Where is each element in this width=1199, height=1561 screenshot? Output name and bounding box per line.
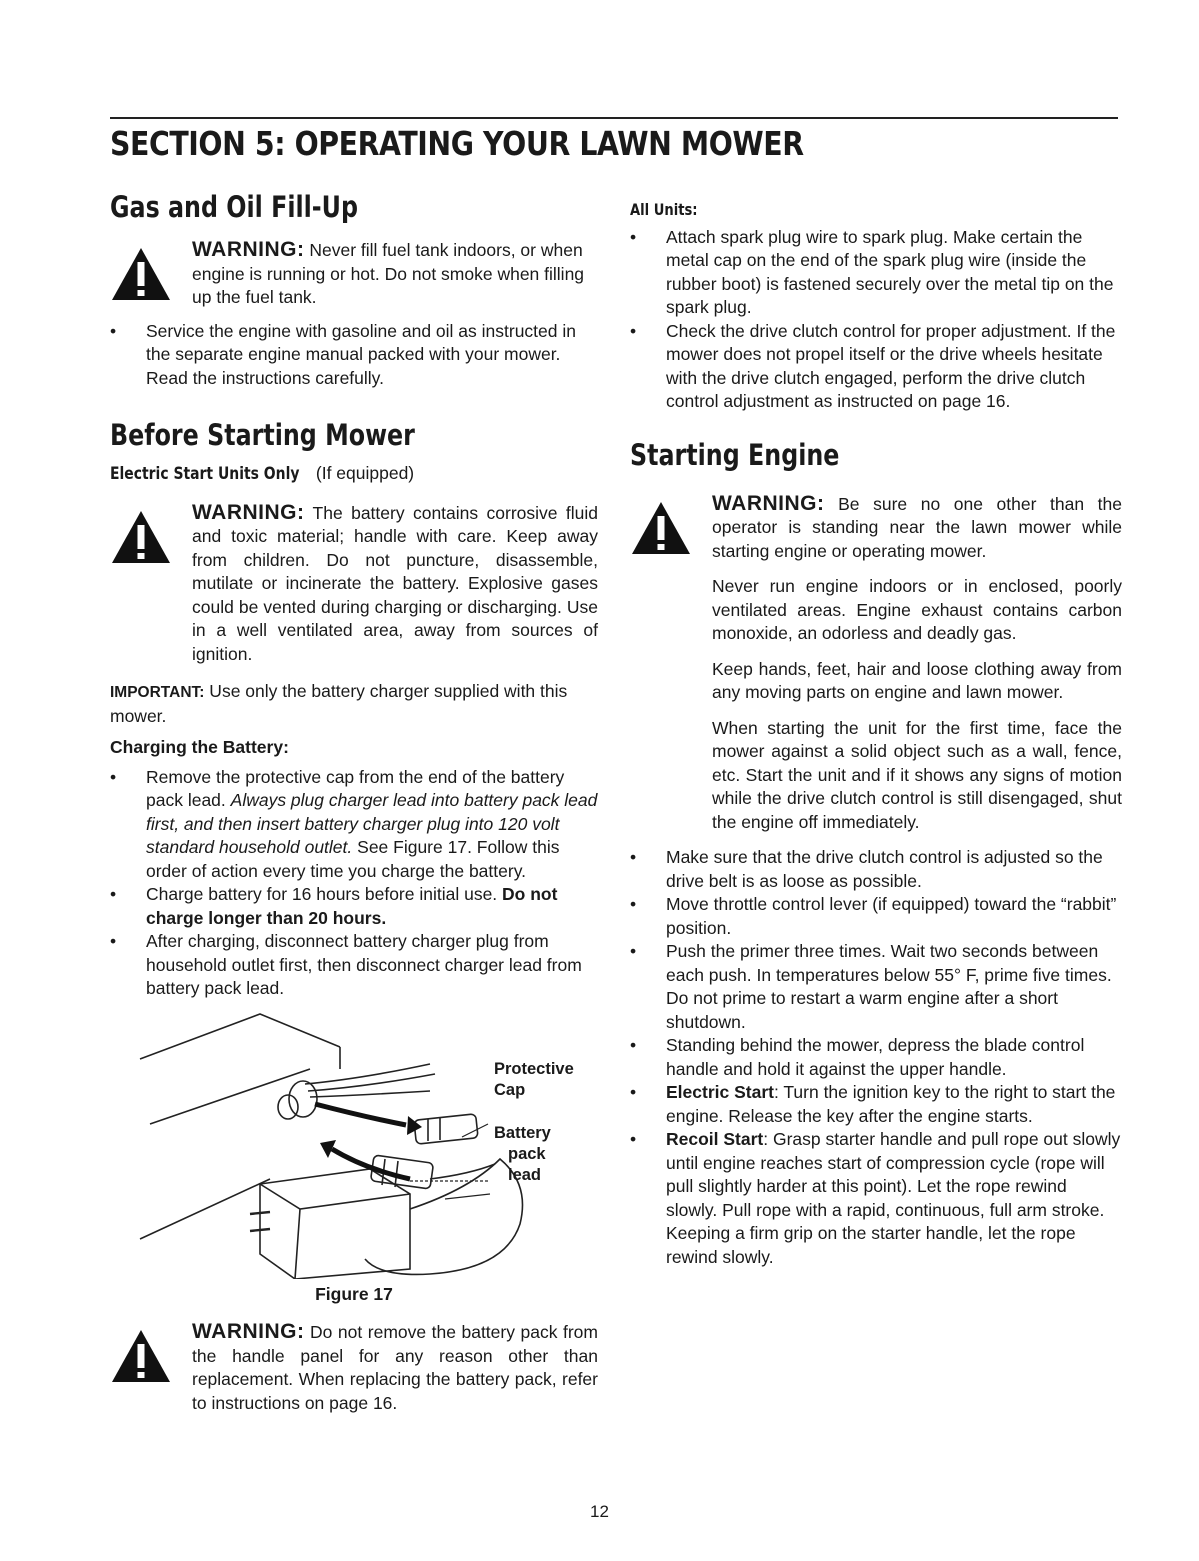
starting-engine-list [630, 846, 1122, 1269]
list-item: • Electric Start: Turn the ignition key to the right to start the engine. Release the key after the engine starts. [630, 1081, 1122, 1128]
top-rule [110, 117, 1118, 119]
warning-label: WARNING: [192, 500, 305, 524]
warning-text: Do not remove the battery pack from the handle panel for any reason other than replacement. When replacing the battery pack, refer to instructions on page 16. [192, 1322, 598, 1413]
list-item: • Remove the protective cap from the end of the battery pack lead. Always plug charger lead into battery pack lead first, and then insert battery charger plug into 120 volt standard household outlet. See Figure 17. Follow this order of action every time you charge the battery. [110, 766, 598, 884]
list-item: • Move throttle control lever (if equipped) toward the “rabbit” position. [630, 893, 1122, 940]
list-item: • After charging, disconnect battery charger plug from household outlet first, then disconnect charger lead from battery pack lead. [110, 930, 598, 1001]
warning-text: Never fill fuel tank indoors, or when engine is running or hot. Do not smoke when filling up the fuel tank. [192, 240, 585, 307]
label-battery: Battery [494, 1123, 551, 1142]
warning-label: WARNING: [712, 491, 825, 515]
label-protective: Protective [494, 1059, 574, 1078]
electric-start-subheading [110, 462, 598, 487]
paragraph-first-start: When starting the unit for the first time, face the mower against a solid object such as a wall, fence, etc. Start the unit and if it shows any signs of motion while the drive clutch control is still disengaged, shut the engine off immediately. [712, 717, 1122, 832]
figure-17 [110, 1009, 598, 1279]
page-number: 12 [590, 1502, 609, 1521]
list-item: • Recoil Start: Grasp starter handle and pull rope out slowly until engine reaches start of compression cycle (rope will pull slightly harder at this point). Let the rope rewind slowly. Pull rope with a rapid, continuous, full arm stroke. Keeping a firm grip on the starter handle, let the rope rewind slowly. [630, 1128, 1122, 1269]
list-item: • Make sure that the drive clutch control is adjusted so the drive belt is as loose as possible. [630, 846, 1122, 893]
warning-triangle-icon [110, 1328, 172, 1384]
important-label: IMPORTANT: [110, 684, 205, 701]
battery-corrosive-warning [110, 501, 598, 667]
important-text: Use only the battery charger supplied with this mower. [110, 681, 568, 726]
warning-text: The battery contains corrosive fluid and toxic material; handle with care. Keep away from children. Do not puncture, disassemble, mutilate or incinerate the battery. Explosive gases could be vented during charging or discharging. Use in a well ventilated area, away from sources of ignition. [192, 502, 598, 664]
label-pack: pack [508, 1144, 546, 1163]
charging-list [110, 766, 598, 1001]
before-starting-heading: Before Starting Mower [110, 418, 415, 452]
starting-engine-heading: Starting Engine [630, 437, 840, 472]
paragraph-moving-parts: Keep hands, feet, hair and loose clothing away from any moving parts on engine and lawn mower. [712, 658, 1122, 702]
gas-oil-list [110, 320, 598, 391]
list-item: • Attach spark plug wire to spark plug. Make certain the metal cap on the end of the spark plug wire (inside the rubber boot) is fastened securely over the metal tip on the spark plug. [630, 226, 1122, 320]
electric-start-label: Electric Start Units Only [110, 464, 300, 484]
warning-label: WARNING: [192, 1320, 305, 1343]
label-cap: Cap [494, 1080, 526, 1099]
important-note [110, 680, 598, 728]
all-units-heading: All Units: [630, 200, 698, 219]
warning-triangle-icon [110, 246, 172, 302]
charging-heading: Charging the Battery: [110, 737, 289, 757]
list-item: • Check the drive clutch control for proper adjustment. If the mower does not propel itself or the drive wheels hesitate with the drive clutch engaged, perform the drive clutch control adjustment as instructed on page 16. [630, 320, 1122, 414]
gas-oil-heading: Gas and Oil Fill-Up [110, 190, 358, 224]
all-units-list [630, 226, 1122, 414]
battery-removal-warning [110, 1320, 598, 1415]
list-item: • Service the engine with gasoline and oil as instructed in the separate engine manual packed with your mower. Read the instructions carefully. [110, 320, 598, 391]
list-item: • Standing behind the mower, depress the blade control handle and hold it against the upper handle. [630, 1034, 1122, 1081]
label-lead: lead [508, 1165, 542, 1184]
fuel-warning [110, 238, 598, 310]
warning-triangle-icon [110, 509, 172, 565]
list-item: • Charge battery for 16 hours before initial use. Do not charge longer than 20 hours. [110, 883, 598, 930]
if-equipped-text: (If equipped) [311, 463, 415, 483]
list-item: • Push the primer three times. Wait two seconds between each push. In temperatures below 55° F, prime five times. Do not prime to restart a warm engine after a short shutdown. [630, 940, 1122, 1034]
left-column [110, 188, 598, 1415]
warning-triangle-icon [630, 500, 692, 556]
right-column [630, 198, 1122, 1269]
paragraph-enclosed-areas: Never run engine indoors or in enclosed, poorly ventilated areas. Engine exhaust contains carbon monoxide, an odorless and deadly gas. [712, 576, 1122, 643]
section-title: SECTION 5: OPERATING YOUR LAWN MOWER [110, 124, 804, 163]
safety-paragraphs [630, 575, 1122, 834]
figure-caption: Figure 17 [315, 1283, 393, 1304]
warning-label: WARNING: [192, 238, 305, 261]
starting-engine-warning [630, 492, 1122, 564]
warning-text: Be sure no one other than the operator is standing near the lawn mower while starting engine or operating mower. [712, 493, 1122, 561]
